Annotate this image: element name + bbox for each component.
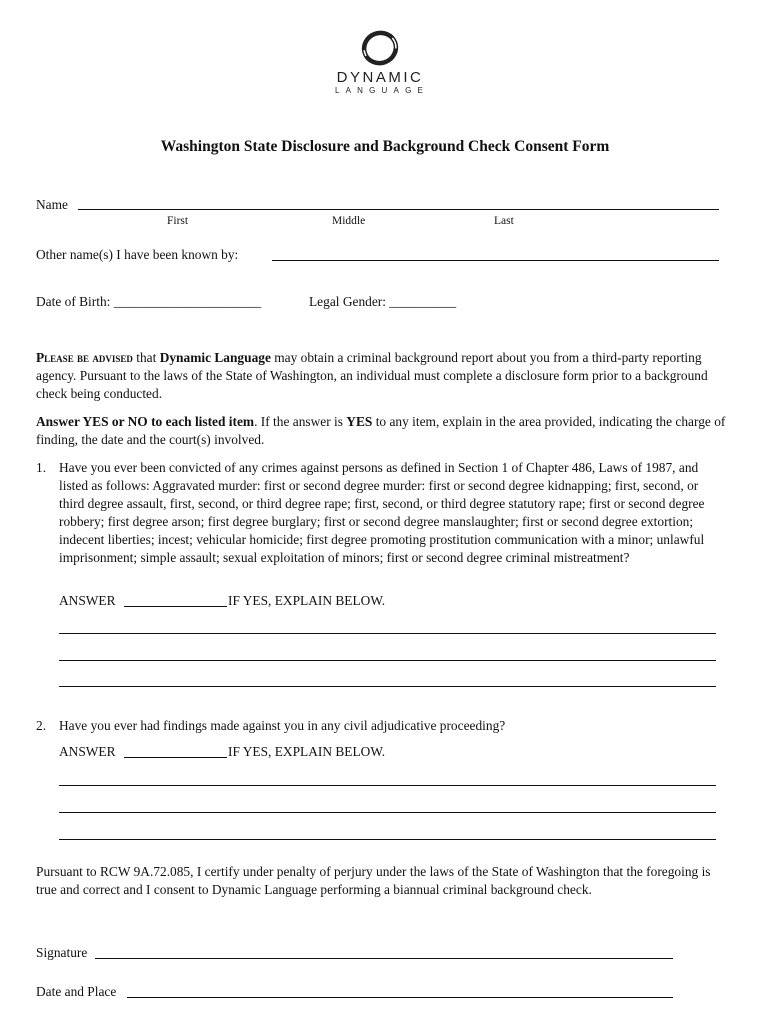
company-logo <box>320 28 440 103</box>
explain-1-label: IF YES, EXPLAIN BELOW. <box>228 593 386 608</box>
explain-1-line[interactable] <box>59 686 716 687</box>
logo-word: DYNAMIC <box>336 69 424 86</box>
explain-2-label: IF YES, EXPLAIN BELOW. <box>228 744 386 759</box>
question-1 <box>36 459 716 589</box>
dob-field[interactable]: Date of Birth: ______________________ <box>36 294 262 309</box>
last-name-caption: Last <box>494 215 514 227</box>
answer-instructions: Answer YES or NO to each listed item. If the answer is YES to any item, explain in the area provided, indicating the charge of finding, the date and the court(s) involved. <box>36 414 726 447</box>
advisory-paragraph: Please be advised that Dynamic Language may obtain a criminal background report about you from a third-party reporting agency. Pursuant to the laws of the State of Washington, an individual must complete a disclosure form prior to a background check being conducted. <box>36 350 708 401</box>
explain-1-line[interactable] <box>59 660 716 661</box>
question-number: 2. <box>36 718 47 733</box>
logo-ring-icon <box>358 28 402 68</box>
explain-2-line[interactable] <box>59 812 716 813</box>
first-name-caption: First <box>167 215 189 227</box>
middle-name-caption: Middle <box>332 215 366 227</box>
explain-2-line[interactable] <box>59 839 716 840</box>
name-label: Name <box>36 197 68 212</box>
answer-1-input-line[interactable] <box>124 592 227 607</box>
question-number: 1. <box>36 460 47 475</box>
answer-1-label: ANSWER <box>59 593 116 608</box>
answer-2-label: ANSWER <box>59 744 116 759</box>
gender-field[interactable]: Legal Gender: __________ <box>309 294 457 309</box>
other-names-label: Other name(s) I have been known by: <box>36 247 239 262</box>
question-text: Have you ever had findings made against you in any civil adjudicative proceeding? <box>59 718 506 733</box>
explain-2-line[interactable] <box>59 785 716 786</box>
date-place-input-line[interactable] <box>127 983 673 998</box>
explain-1-line[interactable] <box>59 633 716 634</box>
question-text: Have you ever been convicted of any crimes against persons as defined in Section 1 of Chapter 486, Laws of 1987, and listed as follows: Aggravated murder: first or second degree murder: first or second degree kidnapping; first, second, or third degree assault, first, second, or third degree rape; first, second, or third degree statutory rape; first or second degree robbery; first degree arson; first degree burglary; first or second degree manslaughter; first or second degree extortion; indecent liberties; incest; vehicular homicide; first degree promoting prostitution communication with a minor; unlawful imprisonment; simple assault; sexual exploitation of minors; first or second degree criminal mistreatment? <box>59 460 705 565</box>
advisory-lead: Please be advised <box>36 350 133 365</box>
date-place-label: Date and Place <box>36 984 117 999</box>
signature-input-line[interactable] <box>95 944 673 959</box>
logo-subword: LANGUAGE <box>334 86 430 95</box>
form-title: Washington State Disclosure and Background Check Consent Form <box>160 138 610 155</box>
signature-label: Signature <box>36 945 88 960</box>
answer-2-input-line[interactable] <box>124 743 227 758</box>
question-2 <box>36 717 716 737</box>
name-input-line[interactable] <box>78 194 719 210</box>
company-name: Dynamic Language <box>159 350 271 365</box>
certification-paragraph: Pursuant to RCW 9A.72.085, I certify under penalty of perjury under the laws of the State of Washington that the foregoing is true and correct and I consent to Dynamic Language performing a biannual criminal background check. <box>36 864 711 897</box>
other-names-input-line[interactable] <box>272 245 719 261</box>
